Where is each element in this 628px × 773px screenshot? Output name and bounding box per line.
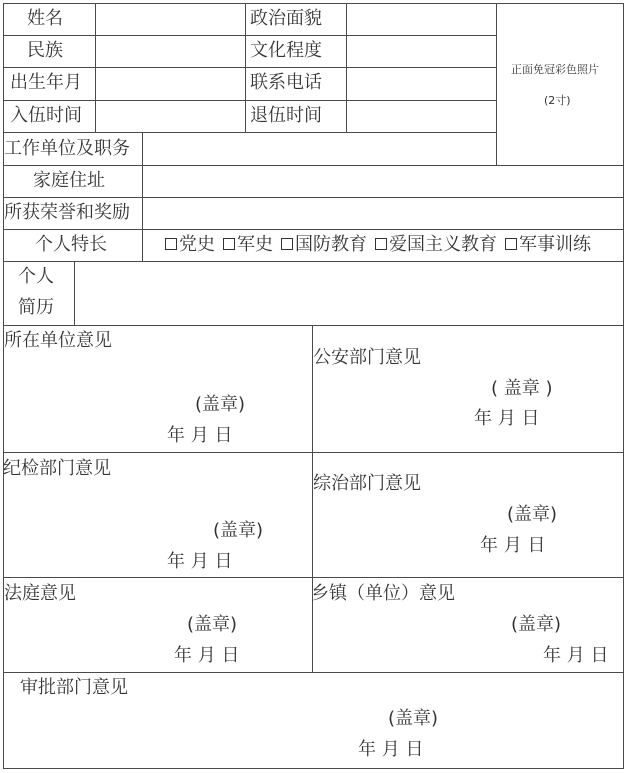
unit-opinion-seal: (盖章) xyxy=(195,394,246,415)
checkbox-military-history[interactable] xyxy=(223,234,273,256)
approval-opinion-title: 审批部门意见 xyxy=(20,677,128,698)
education-field[interactable] xyxy=(347,36,496,67)
row-divider xyxy=(3,577,624,578)
court-opinion-title: 法庭意见 xyxy=(4,583,76,604)
checkbox-military-training[interactable] xyxy=(505,234,591,256)
discipline-opinion-date: 年 月 日 xyxy=(167,551,233,572)
court-opinion-seal: (盖章) xyxy=(187,614,238,635)
employer-position-field[interactable] xyxy=(143,133,496,165)
approval-opinion-date: 年 月 日 xyxy=(358,739,424,760)
unit-opinion-title: 所在单位意见 xyxy=(4,330,112,351)
checkbox-square-icon xyxy=(505,238,517,250)
comprehensive-opinion-title: 综治部门意见 xyxy=(313,473,421,494)
township-opinion-seal: (盖章) xyxy=(511,614,562,635)
home-address-field[interactable] xyxy=(143,166,623,197)
education-label: 文化程度 xyxy=(250,40,322,61)
checkbox-square-icon xyxy=(165,238,177,250)
approval-opinion-area[interactable] xyxy=(4,700,384,708)
table-border-bottom xyxy=(3,768,624,769)
col-divider xyxy=(245,3,246,133)
checkbox-label: 军史 xyxy=(237,234,273,255)
photo-size-label: (2寸) xyxy=(544,94,571,107)
police-opinion-title: 公安部门意见 xyxy=(313,347,421,368)
phone-field[interactable] xyxy=(347,68,496,100)
comprehensive-opinion-area[interactable] xyxy=(313,453,623,472)
home-address-label: 家庭住址 xyxy=(33,170,105,191)
col-divider xyxy=(312,325,313,673)
checkbox-label: 军事训练 xyxy=(519,234,591,255)
checkbox-square-icon xyxy=(281,238,293,250)
ethnicity-field[interactable] xyxy=(96,36,245,67)
checkbox-square-icon xyxy=(223,238,235,250)
comprehensive-opinion-date: 年 月 日 xyxy=(480,535,546,556)
discipline-opinion-title: 纪检部门意见 xyxy=(3,458,111,479)
discipline-opinion-seal: (盖章) xyxy=(213,520,264,541)
birth-date-label: 出生年月 xyxy=(10,72,82,93)
phone-label: 联系电话 xyxy=(250,72,322,93)
checkbox-label: 爱国主义教育 xyxy=(389,234,497,255)
specialty-label: 个人特长 xyxy=(35,234,107,255)
checkbox-defense-education[interactable] xyxy=(281,234,367,256)
political-status-label: 政治面貌 xyxy=(250,8,322,29)
township-opinion-title: 乡镇（单位）意见 xyxy=(311,583,455,604)
row-divider xyxy=(3,229,624,230)
discipline-opinion-area[interactable] xyxy=(4,481,312,519)
checkbox-party-history[interactable] xyxy=(165,234,215,256)
specialty-options xyxy=(165,234,591,256)
unit-opinion-area[interactable] xyxy=(4,352,312,392)
table-border-right xyxy=(623,3,624,769)
checkbox-label: 党史 xyxy=(179,234,215,255)
honors-label: 所获荣誉和奖励 xyxy=(4,202,130,223)
resume-field[interactable] xyxy=(75,262,623,325)
approval-opinion-seal: (盖章) xyxy=(388,708,439,729)
row-divider xyxy=(3,672,624,673)
photo-label: 正面免冠彩色照片 xyxy=(511,63,599,76)
discharge-date-field[interactable] xyxy=(347,101,496,132)
police-opinion-seal: ( 盖章 ) xyxy=(491,378,553,399)
checkbox-label: 国防教育 xyxy=(295,234,367,255)
honors-field[interactable] xyxy=(143,198,623,229)
checkbox-square-icon xyxy=(375,238,387,250)
comprehensive-opinion-seal: (盖章) xyxy=(507,504,558,525)
unit-opinion-date: 年 月 日 xyxy=(167,425,233,446)
court-opinion-date: 年 月 日 xyxy=(174,645,240,666)
resume-label-line1: 个人 xyxy=(18,266,54,287)
resume-label-line2: 简历 xyxy=(18,297,54,318)
enlist-date-field[interactable] xyxy=(96,101,245,132)
discharge-date-label: 退伍时间 xyxy=(250,105,322,126)
ethnicity-label: 民族 xyxy=(27,40,63,61)
township-opinion-date: 年 月 日 xyxy=(543,645,609,666)
political-status-field[interactable] xyxy=(347,4,496,35)
enlist-date-label: 入伍时间 xyxy=(10,105,82,126)
name-label: 姓名 xyxy=(27,8,63,29)
checkbox-patriotic-education[interactable] xyxy=(375,234,497,256)
police-opinion-area[interactable] xyxy=(313,326,623,346)
name-field[interactable] xyxy=(96,4,245,35)
photo-area[interactable] xyxy=(497,4,623,165)
employer-position-label: 工作单位及职务 xyxy=(4,138,130,159)
birth-date-field[interactable] xyxy=(96,68,245,100)
police-opinion-date: 年 月 日 xyxy=(474,408,540,429)
